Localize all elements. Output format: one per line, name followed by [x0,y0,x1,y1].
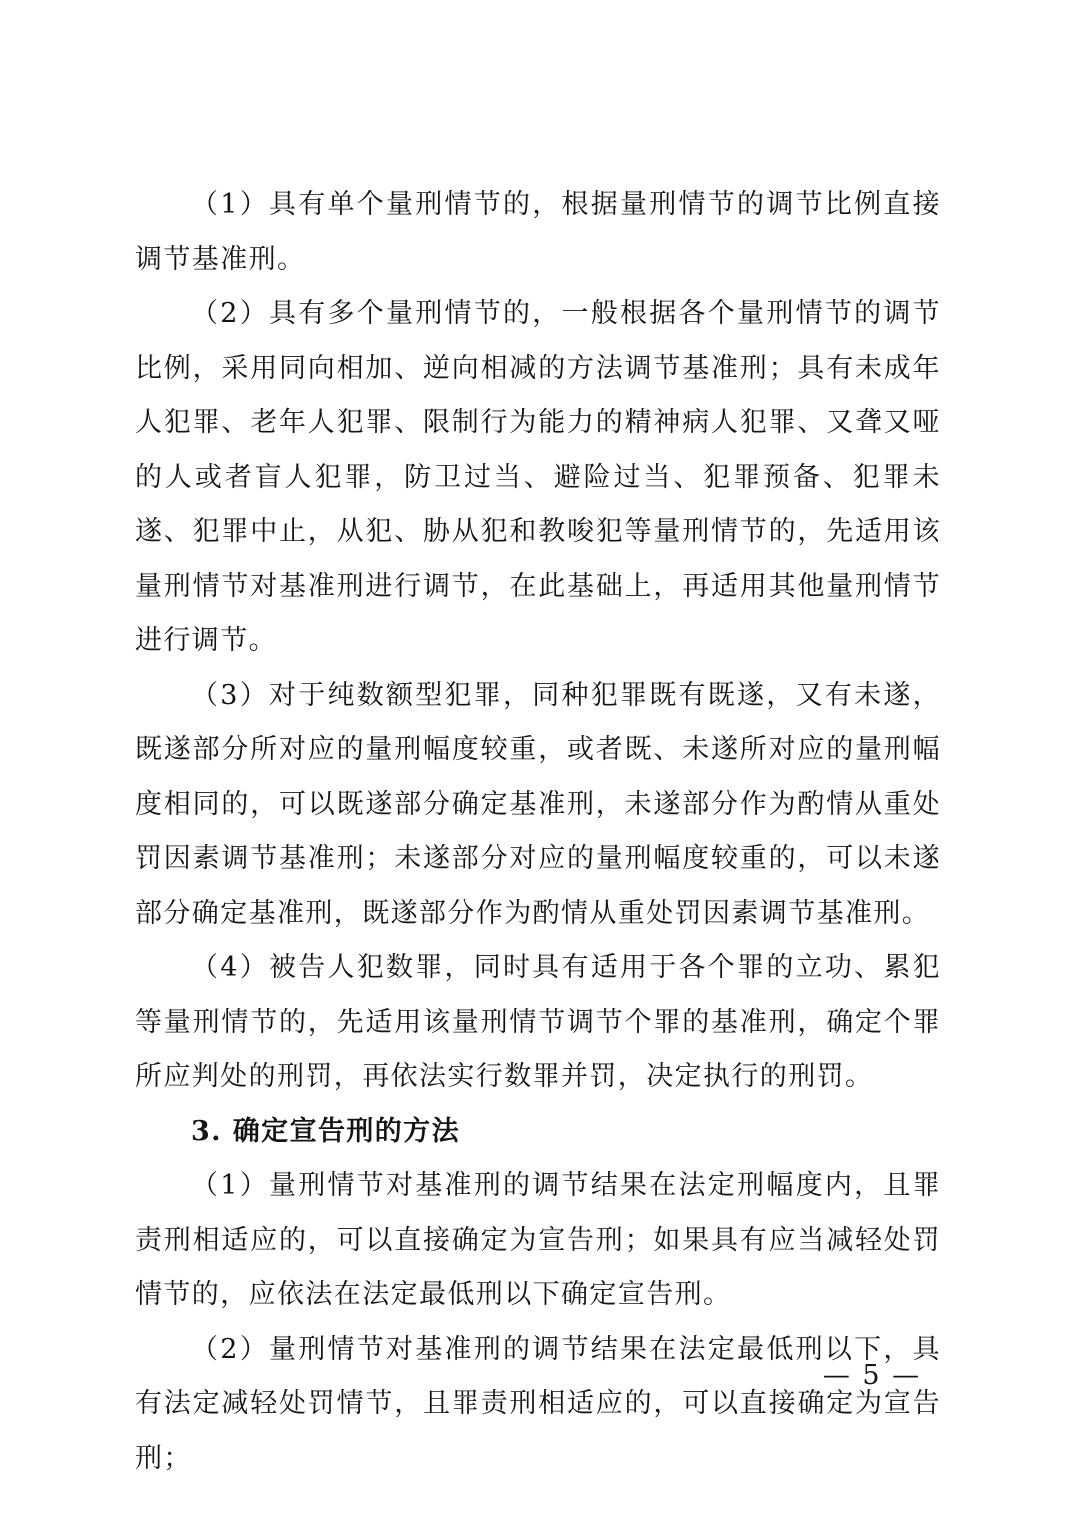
paragraph-2: （2）具有多个量刑情节的，一般根据各个量刑情节的调节比例，采用同向相加、逆向相减的方法调节基准刑；具有未成年人犯罪、老年人犯罪、限制行为能力的精神病人犯罪、又聋又哑的人或者盲人犯罪，防卫过当、避险过当、犯罪预备、犯罪未遂、犯罪中止，从犯、胁从犯和教唆犯等量刑情节的，先适用该量刑情节对基准刑进行调节，在此基础上，再适用其他量刑情节进行调节。 [135,298,941,656]
paragraph-3: （3）对于纯数额型犯罪，同种犯罪既有既遂，又有未遂，既遂部分所对应的量刑幅度较重，或者既、未遂所对应的量刑幅度相同的，可以既遂部分确定基准刑，未遂部分作为酌情从重处罚因素调节基准刑；未遂部分对应的量刑幅度较重的，可以未遂部分确定基准刑，既遂部分作为酌情从重处罚因素调节基准刑。 [135,679,941,929]
section-heading: 3. 确定宣告刑的方法 [191,1115,460,1147]
document-body [135,178,941,1486]
section-paragraph-2: （2）量刑情节对基准刑的调节结果在法定最低刑以下，具有法定减轻处罚情节，且罪责刑相适应的，可以直接确定为宣告刑； [135,1333,941,1474]
paragraph-1: （1）具有单个量刑情节的，根据量刑情节的调节比例直接调节基准刑。 [135,189,941,275]
page-number: — 5 — [822,1360,922,1391]
paragraph-4: （4）被告人犯数罪，同时具有适用于各个罪的立功、累犯等量刑情节的，先适用该量刑情节调节个罪的基准刑，确定个罪所应判处的刑罚，再依法实行数罪并罚，决定执行的刑罚。 [135,952,941,1092]
section-paragraph-1: （1）量刑情节对基准刑的调节结果在法定刑幅度内，且罪责刑相适应的，可以直接确定为宣告刑；如果具有应当减轻处罚情节的，应依法在法定最低刑以下确定宣告刑。 [135,1170,941,1310]
